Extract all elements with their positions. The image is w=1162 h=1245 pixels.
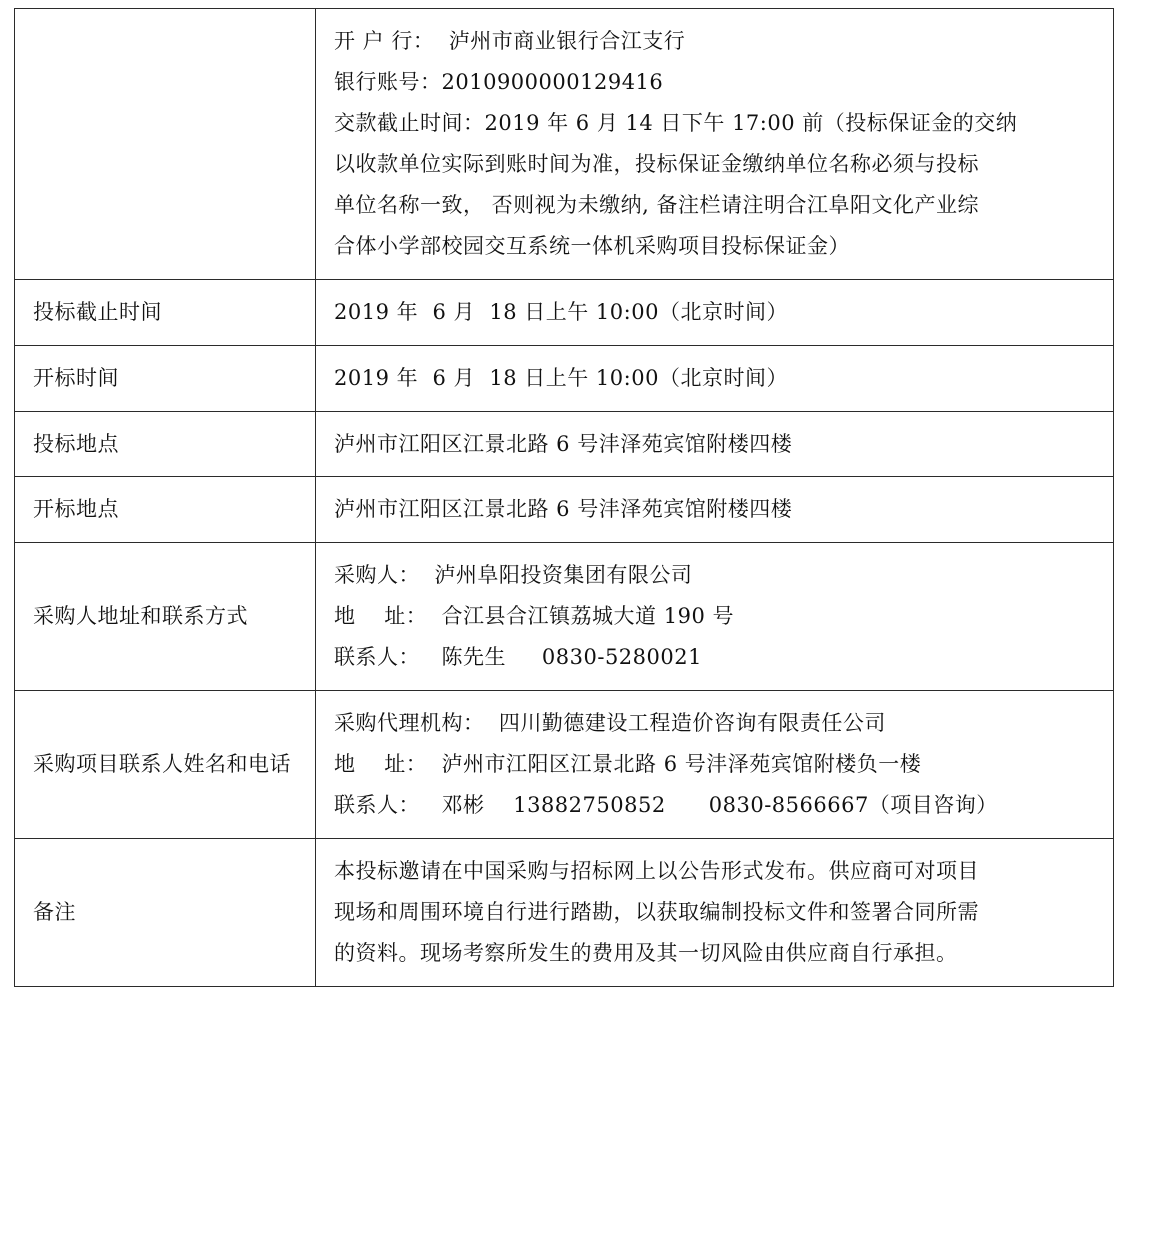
text-line: 采购代理机构： 四川勤德建设工程造价咨询有限责任公司 (334, 711, 886, 736)
row-value-deposit-info (316, 9, 1114, 280)
text-line: 联系人： 陈先生 0830-5280021 (334, 645, 702, 670)
table-row (15, 691, 1114, 839)
row-label-bid-deadline: 投标截止时间 (15, 279, 316, 345)
text-line: 泸州市江阳区江景北路 6 号沣泽苑宾馆附楼四楼 (334, 497, 793, 522)
table-body (15, 9, 1114, 987)
text-line: 合体小学部校园交互系统一体机采购项目投标保证金） (334, 233, 850, 258)
table-row (15, 279, 1114, 345)
text-line: 泸州市江阳区江景北路 6 号沣泽苑宾馆附楼四楼 (334, 431, 793, 456)
table-row (15, 477, 1114, 543)
row-value-purchaser-contact (316, 543, 1114, 691)
text-line: 现场和周围环境自行进行踏勘，以获取编制投标文件和签署合同所需 (334, 899, 979, 924)
text-line: 联系人： 邓彬 13882750852 0830-8566667（项目咨询） (334, 793, 998, 818)
row-label-bid-opening-place: 开标地点 (15, 477, 316, 543)
table-row (15, 543, 1114, 691)
row-label-bid-place: 投标地点 (15, 411, 316, 477)
bid-info-table (14, 8, 1114, 987)
row-value-bid-opening-time (316, 345, 1114, 411)
row-value-remarks (316, 839, 1114, 987)
text-line: 地 址： 合江县合江镇荔城大道 190 号 (334, 604, 734, 629)
row-label-remarks: 备注 (15, 839, 316, 987)
table-row (15, 9, 1114, 280)
text-line: 银行账号：2010900000129416 (334, 69, 664, 94)
text-line: 2019 年 6 月 18 日上午 10:00（北京时间） (334, 365, 788, 390)
row-label-deposit-info (15, 9, 316, 280)
row-label-project-contact: 采购项目联系人姓名和电话 (15, 691, 316, 839)
text-line: 交款截止时间：2019 年 6 月 14 日下午 17:00 前（投标保证金的交纳 (334, 110, 1018, 135)
text-line: 的资料。现场考察所发生的费用及其一切风险由供应商自行承担。 (334, 940, 958, 965)
text-line: 采购人： 泸州阜阳投资集团有限公司 (334, 563, 693, 588)
table-row (15, 411, 1114, 477)
row-value-bid-place (316, 411, 1114, 477)
table-row (15, 345, 1114, 411)
text-line: 2019 年 6 月 18 日上午 10:00（北京时间） (334, 299, 788, 324)
text-line: 单位名称一致， 否则视为未缴纳, 备注栏请注明合江阜阳文化产业综 (334, 192, 980, 217)
table-row (15, 839, 1114, 987)
row-value-project-contact (316, 691, 1114, 839)
row-label-bid-opening-time: 开标时间 (15, 345, 316, 411)
text-line: 本投标邀请在中国采购与招标网上以公告形式发布。供应商可对项目 (334, 859, 979, 883)
row-value-bid-opening-place (316, 477, 1114, 543)
row-value-bid-deadline (316, 279, 1114, 345)
text-line: 以收款单位实际到账时间为准，投标保证金缴纳单位名称必须与投标 (334, 151, 979, 176)
text-line: 开 户 行： 泸州市商业银行合江支行 (334, 29, 686, 53)
text-line: 地 址： 泸州市江阳区江景北路 6 号沣泽苑宾馆附楼负一楼 (334, 752, 922, 777)
row-label-purchaser-contact: 采购人地址和联系方式 (15, 543, 316, 691)
